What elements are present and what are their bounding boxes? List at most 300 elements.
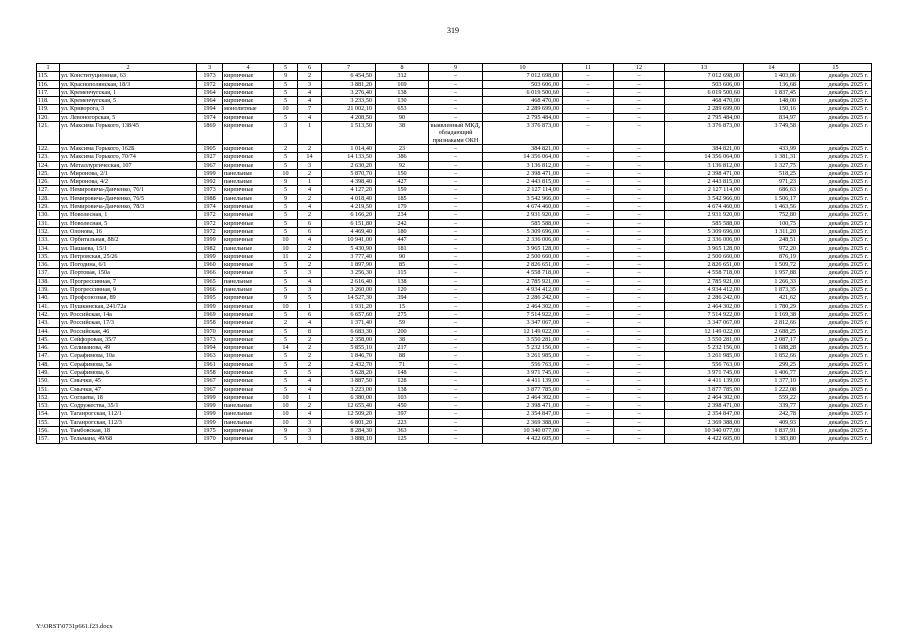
table-cell: – bbox=[429, 335, 483, 343]
table-cell: ул. Профсоюзная, 89 bbox=[60, 294, 197, 302]
column-number-row bbox=[37, 64, 872, 72]
table-cell: 10 bbox=[274, 402, 298, 410]
table-cell: – bbox=[614, 122, 665, 145]
table-cell: 10 bbox=[274, 244, 298, 252]
table-cell: 2 931 920,00 bbox=[483, 211, 563, 219]
table-cell: 876,19 bbox=[744, 252, 800, 260]
table-cell: декабрь 2025 г. bbox=[800, 261, 872, 269]
table-cell: 117. bbox=[37, 88, 60, 96]
table-cell: 141. bbox=[37, 302, 60, 310]
table-row bbox=[37, 335, 872, 343]
table-cell: – bbox=[563, 344, 614, 352]
table-cell: декабрь 2025 г. bbox=[800, 97, 872, 105]
table-cell: – bbox=[429, 418, 483, 426]
table-cell: 3 260,00 bbox=[322, 286, 376, 294]
table-cell: 2 354 847,00 bbox=[665, 410, 744, 418]
table-cell: монолитные bbox=[223, 105, 274, 113]
table-cell: 90 bbox=[376, 252, 429, 260]
table-cell: декабрь 2025 г. bbox=[800, 393, 872, 401]
table-cell: 2 bbox=[298, 169, 322, 177]
table-cell: кирпичные bbox=[223, 97, 274, 105]
table-cell: 585 588,00 bbox=[483, 219, 563, 227]
table-cell: кирпичные bbox=[223, 302, 274, 310]
table-cell: декабрь 2025 г. bbox=[800, 344, 872, 352]
table-cell: 4 422 605,00 bbox=[483, 435, 563, 443]
table-cell: 139. bbox=[37, 286, 60, 294]
table-cell: декабрь 2025 г. bbox=[800, 105, 872, 113]
table-cell: 1 327,75 bbox=[744, 161, 800, 169]
table-cell: ул. Немировича-Данченко, 78/3 bbox=[60, 203, 197, 211]
table-cell: 5 bbox=[274, 161, 298, 169]
table-cell: 242,78 bbox=[744, 410, 800, 418]
table-cell: 151. bbox=[37, 385, 60, 393]
table-cell: 4 018,40 bbox=[322, 194, 376, 202]
table-cell: 152. bbox=[37, 393, 60, 401]
table-cell: 12 509,20 bbox=[322, 410, 376, 418]
table-cell: 6 019 500,60 bbox=[483, 88, 563, 96]
table-cell: 132. bbox=[37, 227, 60, 235]
table-cell: 1970 bbox=[197, 327, 223, 335]
table-cell: 1967 bbox=[197, 377, 223, 385]
table-cell: ул. Пушкинская, 241/72а bbox=[60, 302, 197, 310]
table-cell: 242 bbox=[376, 219, 429, 227]
table-cell: кирпичные bbox=[223, 335, 274, 343]
table-cell: 5 bbox=[274, 219, 298, 227]
table-cell: 3 347 067,00 bbox=[665, 319, 744, 327]
table-cell: 2 336 006,00 bbox=[483, 236, 563, 244]
table-cell: 3 550 281,00 bbox=[665, 335, 744, 343]
table-cell: – bbox=[429, 252, 483, 260]
table-cell: декабрь 2025 г. bbox=[800, 377, 872, 385]
table-cell: 128. bbox=[37, 194, 60, 202]
table-cell: декабрь 2025 г. bbox=[800, 211, 872, 219]
table-row bbox=[37, 368, 872, 376]
table-cell: – bbox=[614, 219, 665, 227]
table-cell: 143. bbox=[37, 319, 60, 327]
table-cell: – bbox=[563, 144, 614, 152]
table-cell: 427 bbox=[376, 178, 429, 186]
table-cell: 7 514 922,00 bbox=[483, 310, 563, 318]
table-cell: кирпичные bbox=[223, 294, 274, 302]
table-cell: – bbox=[563, 178, 614, 186]
table-cell: – bbox=[429, 203, 483, 211]
table-cell: ул. Таганрогская, 112/1 bbox=[60, 410, 197, 418]
table-cell: 9 bbox=[274, 427, 298, 435]
table-cell: 9 bbox=[274, 294, 298, 302]
table-row bbox=[37, 261, 872, 269]
table-cell: 124. bbox=[37, 161, 60, 169]
table-cell: 5 bbox=[274, 335, 298, 343]
table-cell: 157. bbox=[37, 435, 60, 443]
table-cell: – bbox=[429, 169, 483, 177]
table-cell: – bbox=[429, 80, 483, 88]
table-cell: 2 443 815,00 bbox=[665, 178, 744, 186]
table-cell: 155. bbox=[37, 418, 60, 426]
table-cell: ул. Соглаева, 18 bbox=[60, 393, 197, 401]
table-cell: 150. bbox=[37, 377, 60, 385]
table-cell: ул. Петровская, 25/26 bbox=[60, 252, 197, 260]
table-cell: декабрь 2025 г. bbox=[800, 319, 872, 327]
table-cell: кирпичные bbox=[223, 310, 274, 318]
table-cell: 585 588,00 bbox=[665, 219, 744, 227]
table-cell: – bbox=[614, 360, 665, 368]
table-cell: 450 bbox=[376, 402, 429, 410]
table-cell: 1972 bbox=[197, 219, 223, 227]
table-cell: 2 795 484,00 bbox=[665, 113, 744, 121]
table-cell: кирпичные bbox=[223, 344, 274, 352]
table-cell: 4 411 139,00 bbox=[483, 377, 563, 385]
table-cell: декабрь 2025 г. bbox=[800, 277, 872, 285]
table-cell: кирпичные bbox=[223, 227, 274, 235]
table-cell: 1 897,90 bbox=[322, 261, 376, 269]
table-cell: – bbox=[614, 261, 665, 269]
table-cell: выявленный МКД, обладающий признаками ОКН bbox=[429, 122, 483, 145]
table-row bbox=[37, 435, 872, 443]
table-cell: 10 bbox=[274, 169, 298, 177]
table-cell: 6 019 500,60 bbox=[665, 88, 744, 96]
table-cell: декабрь 2025 г. bbox=[800, 310, 872, 318]
table-cell: 1 bbox=[298, 122, 322, 145]
table-cell: декабрь 2025 г. bbox=[800, 385, 872, 393]
table-cell: – bbox=[563, 393, 614, 401]
table-cell: – bbox=[614, 302, 665, 310]
table-cell: – bbox=[563, 194, 614, 202]
table-cell: кирпичные bbox=[223, 153, 274, 161]
column-number-cell: 1 bbox=[37, 64, 60, 72]
table-cell: ул. Максима Горького, 162Б bbox=[60, 144, 197, 152]
table-cell: кирпичные bbox=[223, 236, 274, 244]
table-row bbox=[37, 169, 872, 177]
table-cell: ул. Прогрессивная, 9 bbox=[60, 286, 197, 294]
table-cell: 3 bbox=[274, 122, 298, 145]
table-cell: 10 941,00 bbox=[322, 236, 376, 244]
table-cell: 1999 bbox=[197, 393, 223, 401]
table-cell: 14 527,30 bbox=[322, 294, 376, 302]
table-cell: панельные bbox=[223, 194, 274, 202]
table-row bbox=[37, 105, 872, 113]
table-cell: – bbox=[563, 72, 614, 80]
table-cell: 23 bbox=[376, 144, 429, 152]
table-cell: ул. Пашаева, 15/1 bbox=[60, 244, 197, 252]
column-number-cell: 9 bbox=[429, 64, 483, 72]
table-row bbox=[37, 186, 872, 194]
table-row bbox=[37, 97, 872, 105]
table-cell: – bbox=[429, 286, 483, 294]
table-cell: кирпичные bbox=[223, 144, 274, 152]
table-row bbox=[37, 194, 872, 202]
table-cell: – bbox=[429, 72, 483, 80]
table-cell: ул. Селиванова, 49 bbox=[60, 344, 197, 352]
table-cell: – bbox=[614, 153, 665, 161]
table-cell: 10 bbox=[274, 105, 298, 113]
table-cell: ул. Миронова, 2/1 bbox=[60, 169, 197, 177]
table-row bbox=[37, 294, 872, 302]
table-cell: ул. Таганрогская, 112/3 bbox=[60, 418, 197, 426]
table-cell: 180 bbox=[376, 227, 429, 235]
table-cell: 7 bbox=[298, 105, 322, 113]
table-cell: 11 bbox=[274, 252, 298, 260]
table-cell: 149. bbox=[37, 368, 60, 376]
table-row bbox=[37, 269, 872, 277]
table-cell: 14 356 064,00 bbox=[665, 153, 744, 161]
table-row bbox=[37, 410, 872, 418]
table-cell: 3 965 128,00 bbox=[483, 244, 563, 252]
table-cell: 4 bbox=[298, 410, 322, 418]
column-number-cell: 6 bbox=[298, 64, 322, 72]
table-cell: 150,16 bbox=[744, 105, 800, 113]
table-cell: 4 469,40 bbox=[322, 227, 376, 235]
table-cell: 2 464 302,00 bbox=[483, 393, 563, 401]
table-row bbox=[37, 327, 872, 335]
table-cell: 363 bbox=[376, 427, 429, 435]
table-cell: 5 bbox=[274, 261, 298, 269]
table-cell: 752,80 bbox=[744, 211, 800, 219]
table-row bbox=[37, 377, 872, 385]
table-cell: 148. bbox=[37, 360, 60, 368]
table-cell: 3 777,40 bbox=[322, 252, 376, 260]
table-cell: – bbox=[429, 435, 483, 443]
table-cell: ул. Смычки, 47 bbox=[60, 385, 197, 393]
table-cell: 1 bbox=[298, 393, 322, 401]
table-cell: 38 bbox=[376, 335, 429, 343]
table-cell: 1969 bbox=[197, 310, 223, 318]
table-row bbox=[37, 385, 872, 393]
table-cell: 2 bbox=[274, 144, 298, 152]
table-cell: 12 149 022,00 bbox=[665, 327, 744, 335]
table-cell: – bbox=[614, 319, 665, 327]
table-cell: 5 bbox=[274, 97, 298, 105]
table-row bbox=[37, 252, 872, 260]
table-cell: декабрь 2025 г. bbox=[800, 269, 872, 277]
table-cell: 159 bbox=[376, 186, 429, 194]
table-cell: – bbox=[614, 352, 665, 360]
table-cell: – bbox=[614, 377, 665, 385]
table-cell: 1972 bbox=[197, 227, 223, 235]
table-cell: 135. bbox=[37, 252, 60, 260]
table-cell: 88 bbox=[376, 352, 429, 360]
table-cell: кирпичные bbox=[223, 368, 274, 376]
table-cell: 6 657,60 bbox=[322, 310, 376, 318]
table-cell: – bbox=[563, 105, 614, 113]
table-cell: 3 749,58 bbox=[744, 122, 800, 145]
table-cell: 136. bbox=[37, 261, 60, 269]
table-cell: – bbox=[429, 360, 483, 368]
table-row bbox=[37, 122, 872, 145]
table-cell: 134. bbox=[37, 244, 60, 252]
table-cell: 1973 bbox=[197, 186, 223, 194]
table-row bbox=[37, 203, 872, 211]
table-cell: 3 136 812,00 bbox=[483, 161, 563, 169]
table-cell: 503 606,00 bbox=[483, 80, 563, 88]
table-cell: – bbox=[563, 286, 614, 294]
table-cell: ул. Немировича-Данченко, 76/1 bbox=[60, 186, 197, 194]
table-cell: 4 bbox=[298, 186, 322, 194]
table-cell: 1 311,20 bbox=[744, 227, 800, 235]
table-cell: 2 369 388,00 bbox=[483, 418, 563, 426]
table-cell: декабрь 2025 г. bbox=[800, 352, 872, 360]
table-cell: 146. bbox=[37, 344, 60, 352]
table-cell: 5 232 156,00 bbox=[665, 344, 744, 352]
column-number-cell: 12 bbox=[614, 64, 665, 72]
table-cell: 3 233,50 bbox=[322, 97, 376, 105]
table-cell: 394 bbox=[376, 294, 429, 302]
table-cell: 1999 bbox=[197, 236, 223, 244]
column-number-cell: 8 bbox=[376, 64, 429, 72]
table-body bbox=[37, 64, 872, 444]
table-cell: 2 398 471,00 bbox=[483, 169, 563, 177]
table-row bbox=[37, 178, 872, 186]
table-cell: 128 bbox=[376, 377, 429, 385]
table-cell: 5 309 696,00 bbox=[483, 227, 563, 235]
table-cell: 1967 bbox=[197, 385, 223, 393]
table-cell: 5 bbox=[274, 368, 298, 376]
table-cell: декабрь 2025 г. bbox=[800, 236, 872, 244]
table-cell: ул. Новолесная, 5 bbox=[60, 219, 197, 227]
table-cell: – bbox=[563, 410, 614, 418]
table-cell: – bbox=[563, 418, 614, 426]
table-cell: кирпичные bbox=[223, 319, 274, 327]
table-cell: 2 bbox=[298, 261, 322, 269]
table-cell: 1966 bbox=[197, 286, 223, 294]
table-cell: 4 bbox=[298, 88, 322, 96]
table-cell: – bbox=[563, 377, 614, 385]
table-cell: 2 443 815,00 bbox=[483, 178, 563, 186]
table-cell: 3 bbox=[298, 427, 322, 435]
table-cell: – bbox=[563, 385, 614, 393]
table-cell: 2 087,17 bbox=[744, 335, 800, 343]
table-cell: кирпичные bbox=[223, 161, 274, 169]
table-cell: – bbox=[563, 236, 614, 244]
table-cell: 59 bbox=[376, 319, 429, 327]
table-row bbox=[37, 352, 872, 360]
table-cell: 834,97 bbox=[744, 113, 800, 121]
table-row bbox=[37, 144, 872, 152]
table-cell: ул. Металлургическая, 107 bbox=[60, 161, 197, 169]
table-cell: 5 bbox=[274, 435, 298, 443]
column-number-cell: 10 bbox=[483, 64, 563, 72]
table-cell: – bbox=[614, 211, 665, 219]
table-cell: 2 369 388,00 bbox=[665, 418, 744, 426]
table-cell: ул. Миронова, 4/2 bbox=[60, 178, 197, 186]
table-cell: 3 136 812,00 bbox=[665, 161, 744, 169]
table-cell: 6 bbox=[298, 227, 322, 235]
table-cell: ул. Погодина, 6/1 bbox=[60, 261, 197, 269]
table-cell: 2 785 921,00 bbox=[483, 277, 563, 285]
table-cell: – bbox=[563, 427, 614, 435]
table-cell: 5 bbox=[274, 113, 298, 121]
table-cell: кирпичные bbox=[223, 219, 274, 227]
table-cell: кирпичные bbox=[223, 203, 274, 211]
table-cell: 2 bbox=[298, 244, 322, 252]
table-cell: 1967 bbox=[197, 161, 223, 169]
table-cell: 6 683,30 bbox=[322, 327, 376, 335]
table-cell: ул. Кременчугская, 1 bbox=[60, 88, 197, 96]
table-cell: 4 bbox=[298, 277, 322, 285]
table-row bbox=[37, 418, 872, 426]
table-cell: – bbox=[614, 435, 665, 443]
table-cell: 972,20 bbox=[744, 244, 800, 252]
table-cell: 6 166,20 bbox=[322, 211, 376, 219]
table-cell: 2 464 302,00 bbox=[483, 302, 563, 310]
table-cell: 4 558 718,00 bbox=[483, 269, 563, 277]
table-cell: 384 821,00 bbox=[483, 144, 563, 152]
table-cell: 1 931,20 bbox=[322, 302, 376, 310]
table-cell: – bbox=[563, 186, 614, 194]
table-row bbox=[37, 360, 872, 368]
table-cell: кирпичные bbox=[223, 427, 274, 435]
table-cell: 1992 bbox=[197, 178, 223, 186]
table-cell: 1 852,66 bbox=[744, 352, 800, 360]
table-cell: 275 bbox=[376, 310, 429, 318]
table-cell: ул. Смычки, 45 bbox=[60, 377, 197, 385]
table-cell: – bbox=[429, 427, 483, 435]
table-cell: – bbox=[563, 169, 614, 177]
table-cell: – bbox=[563, 269, 614, 277]
table-cell: 10 340 077,00 bbox=[665, 427, 744, 435]
table-row bbox=[37, 319, 872, 327]
table-cell: 2 785 921,00 bbox=[665, 277, 744, 285]
table-cell: 5 bbox=[274, 327, 298, 335]
table-cell: 130 bbox=[376, 97, 429, 105]
table-cell: 131. bbox=[37, 219, 60, 227]
table-cell: 1 780,29 bbox=[744, 302, 800, 310]
table-cell: – bbox=[563, 122, 614, 145]
table-cell: – bbox=[614, 97, 665, 105]
table-cell: 1869 bbox=[197, 122, 223, 145]
table-cell: 147. bbox=[37, 352, 60, 360]
table-cell: ул. Российская, 14а bbox=[60, 310, 197, 318]
table-cell: 3 bbox=[298, 80, 322, 88]
table-cell: декабрь 2025 г. bbox=[800, 435, 872, 443]
table-cell: 12 655,40 bbox=[322, 402, 376, 410]
table-cell: декабрь 2025 г. bbox=[800, 368, 872, 376]
table-cell: – bbox=[563, 368, 614, 376]
table-cell: 1963 bbox=[197, 352, 223, 360]
table-cell: 1 169,38 bbox=[744, 310, 800, 318]
table-cell: 1 509,72 bbox=[744, 261, 800, 269]
table-row bbox=[37, 219, 872, 227]
table-cell: 1 222,08 bbox=[744, 385, 800, 393]
table-cell: декабрь 2025 г. bbox=[800, 161, 872, 169]
table-cell: 299,25 bbox=[744, 360, 800, 368]
table-cell: – bbox=[429, 186, 483, 194]
table-cell: декабрь 2025 г. bbox=[800, 327, 872, 335]
table-cell: – bbox=[563, 435, 614, 443]
table-cell: декабрь 2025 г. bbox=[800, 302, 872, 310]
table-cell: 1974 bbox=[197, 203, 223, 211]
table-cell: 3 261 985,00 bbox=[483, 352, 563, 360]
table-cell: 103 bbox=[376, 393, 429, 401]
table-cell: 129. bbox=[37, 203, 60, 211]
table-cell: 2 616,40 bbox=[322, 277, 376, 285]
table-cell: 1 873,35 bbox=[744, 286, 800, 294]
table-cell: 4 934 412,00 bbox=[483, 286, 563, 294]
table-row bbox=[37, 277, 872, 285]
table-cell: 5 bbox=[274, 352, 298, 360]
table-cell: – bbox=[563, 402, 614, 410]
table-cell: панельные bbox=[223, 410, 274, 418]
table-cell: ул. Максима Горького, 70/74 bbox=[60, 153, 197, 161]
table-cell: – bbox=[614, 269, 665, 277]
table-cell: 1 463,56 bbox=[744, 203, 800, 211]
table-cell: 2 358,00 bbox=[322, 335, 376, 343]
table-cell: кирпичные bbox=[223, 80, 274, 88]
table-cell: 1975 bbox=[197, 427, 223, 435]
table-cell: 3 887,50 bbox=[322, 377, 376, 385]
table-cell: 4 bbox=[298, 97, 322, 105]
table-cell: 3 bbox=[298, 269, 322, 277]
table-cell: 1970 bbox=[197, 435, 223, 443]
